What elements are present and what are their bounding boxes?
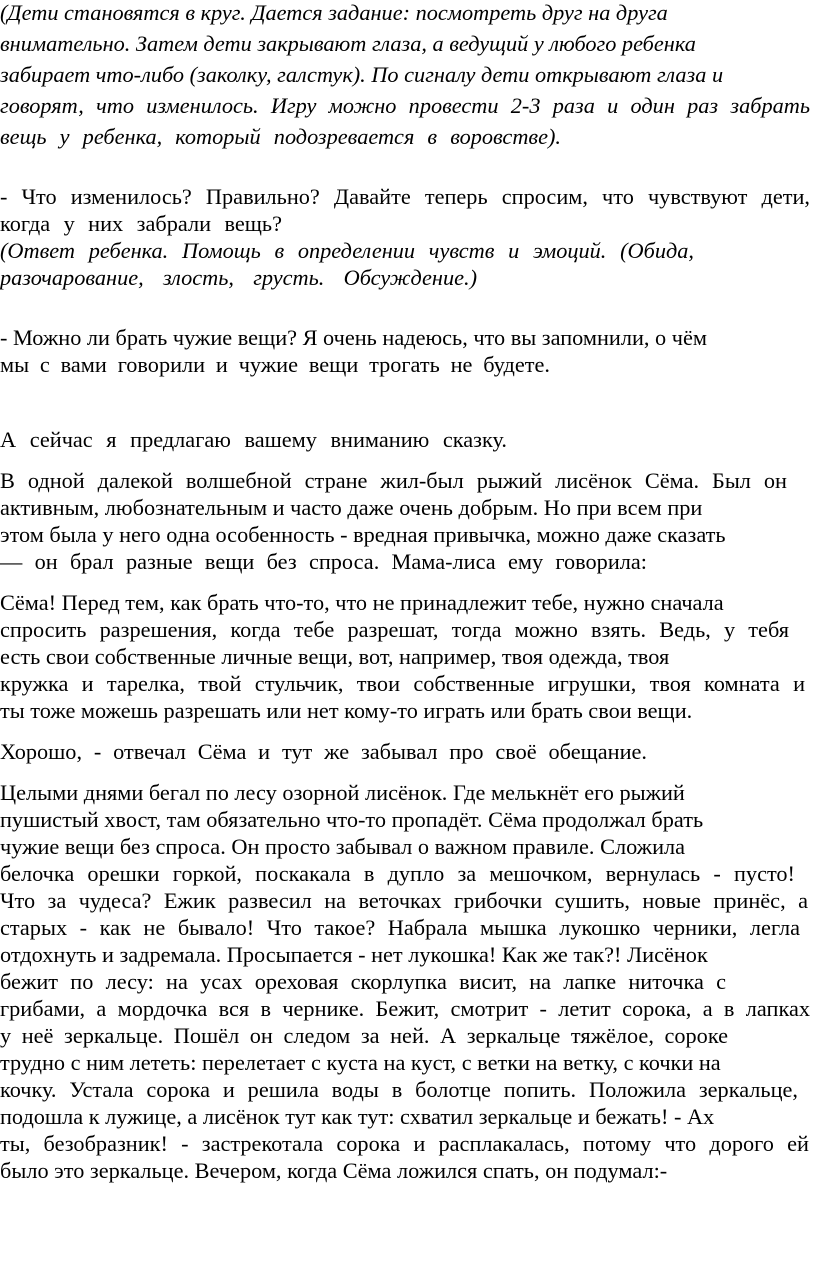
intro-line-1: (Дети становятся в круг. Дается задание: посмотреть друг на друга [0, 0, 668, 25]
intro-line-5: вещь у ребенка, который подозревается в воровстве). [0, 124, 561, 149]
paragraph-4-line-4: белочка орешки горкой, поскакала в дупло за мешочком, вернулась - пусто! [0, 861, 795, 886]
paragraph-2-line-5: ты тоже можешь разрешать или нет кому-то играть или брать свои вещи. [0, 698, 693, 723]
paragraph-4-line-10: у неё зеркальце. Пошёл он следом за ней. А зеркальце тяжёлое, сороке [0, 1023, 728, 1048]
intro-line-2: внимательно. Затем дети закрывают глаза, а ведущий у любого ребенка [0, 31, 696, 56]
paragraph-4-line-9: грибами, а мордочка вся в чернике. Бежит, смотрит - летит сорока, а в лапках [0, 996, 810, 1021]
paragraph-1-line-2: активным, любознательным и часто даже очень добрым. Но при всем при [0, 495, 703, 520]
question-2-line-1: - Можно ли брать чужие вещи? Я очень надеюсь, что вы запомнили, о чём [0, 325, 707, 350]
question-1-line-2: когда у них забрали вещь? [0, 211, 282, 236]
paragraph-4-line-1: Целыми днями бегал по лесу озорной лисёнок. Где мелькнёт его рыжий [0, 780, 685, 805]
answer-note-line-1: (Ответ ребенка. Помощь в определении чувств и эмоций. (Обида, [0, 238, 694, 263]
paragraph-2-line-4: кружка и тарелка, твой стульчик, твои собственные игрушки, твоя комната и [0, 671, 805, 696]
intro-line-4: говорят, что изменилось. Игру можно провести 2-3 раза и один раз забрать [0, 93, 810, 118]
answer-note-line-2: разочарование, злость, грусть. Обсуждение.) [0, 265, 477, 290]
paragraph-4-line-14: ты, безобразник! - застрекотала сорока и расплакалась, потому что дорого ей [0, 1131, 809, 1156]
paragraph-1-line-3: этом была у него одна особенность - вредная привычка, можно даже сказать [0, 522, 726, 547]
paragraph-4-line-3: чужие вещи без спроса. Он просто забывал о важном правиле. Сложила [0, 834, 686, 859]
paragraph-4-line-6: старых - как не бывало! Что такое? Набрала мышка лукошко черники, легла [0, 915, 800, 940]
paragraph-4-line-8: бежит по лесу: на усах ореховая скорлупка висит, на лапке ниточка с [0, 969, 726, 994]
paragraph-4-line-2: пушистый хвост, там обязательно что-то пропадёт. Сёма продолжал брать [0, 807, 704, 832]
paragraph-3: Хорошо, - отвечал Сёма и тут же забывал про своё обещание. [0, 739, 647, 764]
paragraph-4-line-7: отдохнуть и задремала. Просыпается - нет лукошка! Как же так?! Лисёнок [0, 942, 708, 967]
paragraph-2-line-1: Сёма! Перед тем, как брать что-то, что не принадлежит тебе, нужно сначала [0, 590, 724, 615]
paragraph-4-line-11: трудно с ним лететь: перелетает с куста на куст, с ветки на ветку, с кочки на [0, 1050, 721, 1075]
paragraph-1-line-1: В одной далекой волшебной стране жил-был рыжий лисёнок Сёма. Был он [0, 468, 787, 493]
fairy-tale-intro: А сейчас я предлагаю вашему вниманию сказку. [0, 427, 507, 452]
paragraph-2-line-2: спросить разрешения, когда тебе разрешат, тогда можно взять. Ведь, у тебя [0, 617, 789, 642]
question-2-line-2: мы с вами говорили и чужие вещи трогать не будете. [0, 352, 550, 377]
intro-line-3: забирает что-либо (заколку, галстук). По сигналу дети открывают глаза и [0, 62, 724, 87]
paragraph-4-line-13: подошла к лужице, а лисёнок тут как тут: схватил зеркальце и бежать! - Ах [0, 1104, 715, 1129]
paragraph-4-line-12: кочку. Устала сорока и решила воды в болотце попить. Положила зеркальце, [0, 1077, 798, 1102]
question-1-line-1: - Что изменилось? Правильно? Давайте теперь спросим, что чувствуют дети, [0, 184, 810, 209]
paragraph-4-line-5: Что за чудеса? Ежик развесил на веточках грибочки сушить, новые принёс, а [0, 888, 808, 913]
paragraph-4-line-15: было это зеркальце. Вечером, когда Сёма ложился спать, он подумал:- [0, 1158, 668, 1183]
paragraph-1-line-4: — он брал разные вещи без спроса. Мама-лиса ему говорила: [0, 549, 647, 574]
paragraph-2-line-3: есть свои собственные личные вещи, вот, например, твоя одежда, твоя [0, 644, 670, 669]
